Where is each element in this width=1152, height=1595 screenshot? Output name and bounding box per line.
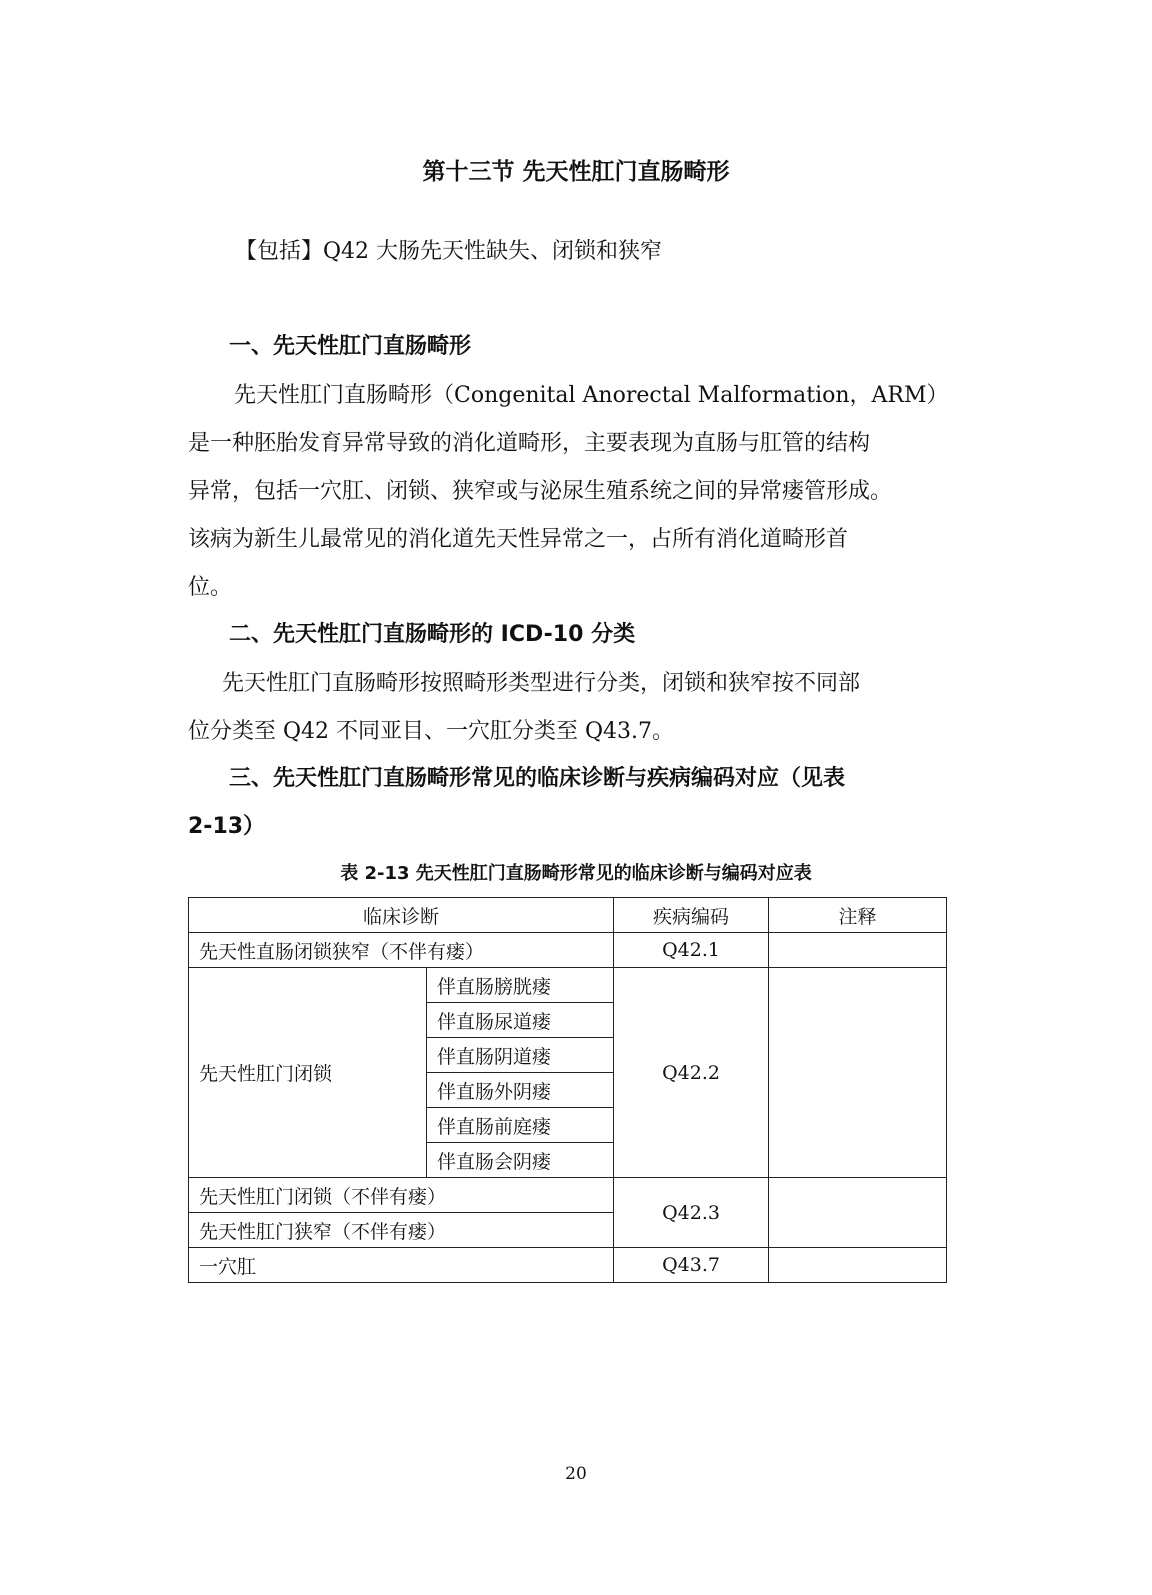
group3-diagnosis-2: 先天性肛门狭窄（不伴有瘘） — [189, 1213, 614, 1248]
row4-code: Q43.7 — [614, 1248, 769, 1283]
header-code: 疾病编码 — [614, 898, 769, 933]
section1-line-4: 该病为新生儿最常见的消化道先天性异常之一，占所有消化道畸形首 — [188, 527, 849, 552]
group3-code: Q42.3 — [614, 1178, 769, 1248]
section3-heading-line-2: 2-13） — [188, 814, 266, 839]
section-title: 第十三节 先天性肛门直肠畸形 — [422, 159, 730, 185]
row4-note — [769, 1248, 947, 1283]
group2-code: Q42.2 — [614, 968, 769, 1178]
group2-diagnosis: 先天性肛门闭锁 — [189, 968, 427, 1178]
group2-sub-6: 伴直肠会阴瘘 — [427, 1143, 614, 1178]
group3-diagnosis-1: 先天性肛门闭锁（不伴有瘘） — [189, 1178, 614, 1213]
table-caption: 表 2-13 先天性肛门直肠畸形常见的临床诊断与编码对应表 — [340, 863, 812, 884]
group2-sub-4: 伴直肠外阴瘘 — [427, 1073, 614, 1108]
group2-sub-5: 伴直肠前庭瘘 — [427, 1108, 614, 1143]
section2-line-1: 先天性肛门直肠畸形按照畸形类型进行分类，闭锁和狭窄按不同部 — [222, 671, 861, 696]
table-row — [189, 933, 947, 968]
group2-note — [769, 968, 947, 1178]
row1-note — [769, 933, 947, 968]
table-header-row — [189, 898, 947, 933]
table-row — [189, 1248, 947, 1283]
header-diagnosis: 临床诊断 — [189, 898, 614, 933]
diagnosis-code-table — [188, 897, 947, 1283]
section1-line-1: 先天性肛门直肠畸形（Congenital Anorectal Malformation，ARM） — [234, 383, 949, 408]
section2-heading: 二、先天性肛门直肠畸形的 ICD-10 分类 — [229, 622, 636, 647]
table-row — [189, 1178, 947, 1213]
group2-sub-1: 伴直肠膀胱瘘 — [427, 968, 614, 1003]
group2-sub-3: 伴直肠阴道瘘 — [427, 1038, 614, 1073]
row1-code: Q42.1 — [614, 933, 769, 968]
section1-line-3: 异常，包括一穴肛、闭锁、狭窄或与泌尿生殖系统之间的异常瘘管形成。 — [188, 479, 893, 504]
group3-note — [769, 1178, 947, 1248]
row4-diagnosis: 一穴肛 — [189, 1248, 614, 1283]
row1-diagnosis: 先天性直肠闭锁狭窄（不伴有瘘） — [189, 933, 614, 968]
header-note: 注释 — [769, 898, 947, 933]
group2-sub-2: 伴直肠尿道瘘 — [427, 1003, 614, 1038]
section1-line-2: 是一种胚胎发育异常导致的消化道畸形，主要表现为直肠与肛管的结构 — [188, 431, 871, 456]
section1-heading: 一、先天性肛门直肠畸形 — [229, 334, 472, 359]
include-line: 【包括】Q42 大肠先天性缺失、闭锁和狭窄 — [235, 239, 663, 264]
section1-line-5: 位。 — [188, 575, 233, 600]
table-row — [189, 968, 947, 1003]
section3-heading-line-1: 三、先天性肛门直肠畸形常见的临床诊断与疾病编码对应（见表 — [229, 766, 846, 791]
section2-line-2: 位分类至 Q42 不同亚目、一穴肛分类至 Q43.7。 — [188, 719, 675, 744]
page-number: 20 — [565, 1464, 587, 1484]
